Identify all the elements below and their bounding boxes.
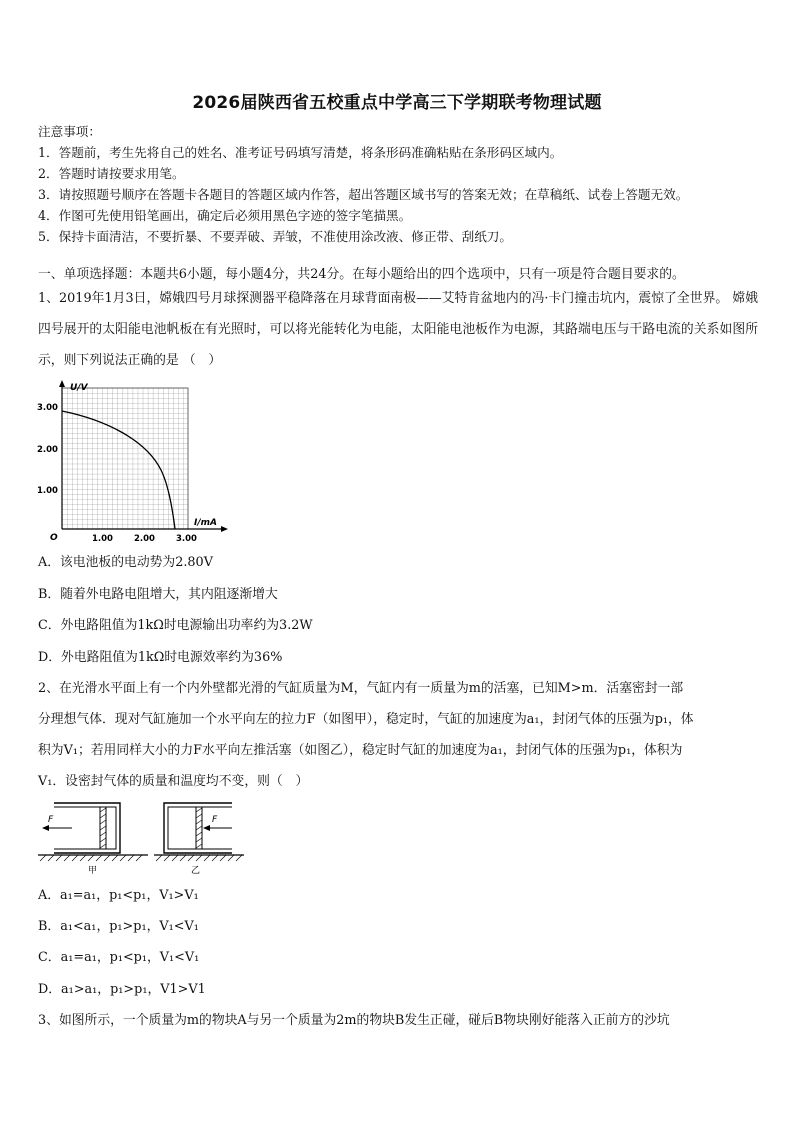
exam-title: 2026届陕西省五校重点中学高三下学期联考物理试题 [192, 93, 602, 113]
question-2-stem-line: V₁．设密封气体的质量和温度均不变，则（ ） [38, 774, 309, 789]
notice-heading: 注意事项： [38, 124, 101, 139]
y-tick-label: 3.00 [37, 403, 58, 413]
figure-jia [38, 803, 148, 876]
question-2-stem-line: 分理想气体．现对气缸施加一个水平向左的拉力F（如图甲），稳定时，气缸的加速度为a₁，封闭气体的压强为p₁，体 [38, 712, 694, 727]
question-1-option-b: B．随着外电路电阻增大，其内阻逐渐增大 [38, 587, 278, 602]
question-2-figure [36, 798, 246, 878]
question-2-option-d: D．a₁>a₁，p₁>p₁，V1>V1 [38, 982, 206, 997]
x-tick-label: 2.00 [134, 534, 155, 544]
question-2-option-a: A．a₁=a₁，p₁<p₁，V₁>V₁ [38, 888, 199, 903]
origin-label: O [50, 533, 58, 543]
y-tick-label: 1.00 [37, 486, 58, 496]
question-2-option-c: C．a₁=a₁，p₁<p₁，V₁<V₁ [38, 950, 200, 965]
question-2-stem-line: 积为V₁；若用同样大小的力F水平向左推活塞（如图乙），稳定时气缸的加速度为a₁，封闭气体的压强为p₁，体积为 [38, 743, 683, 758]
figure-caption: 甲 [88, 866, 98, 876]
question-1-option-a: A．该电池板的电动势为2.80V [38, 555, 213, 570]
force-label: F [212, 815, 218, 825]
question-1-graph [36, 380, 236, 545]
notice-item: 5．保持卡面清洁，不要折暴、不要弄破、弄皱，不准使用涂改液、修正带、刮纸刀。 [38, 229, 512, 244]
notice-item: 4．作图可先使用铅笔画出，确定后必须用黑色字迹的签字笔描黑。 [38, 208, 412, 223]
notice-item: 1．答题前，考生先将自己的姓名、准考证号码填写清楚，将条形码准确粘贴在条形码区域内。 [38, 145, 563, 160]
x-tick-label: 3.00 [176, 534, 197, 544]
force-label: F [48, 815, 54, 825]
question-2-stem-line: 2、在光滑水平面上有一个内外壁都光滑的气缸质量为M，气缸内有一质量为m的活塞，已知M>m．活塞密封一部 [38, 681, 684, 696]
section-heading: 一、单项选择题：本题共6小题，每小题4分，共24分。在每小题给出的四个选项中，只有一项是符合题目要求的。 [38, 267, 685, 282]
question-1-stem: 1、2019年1月3日，嫦娥四号月球探测器平稳降落在月球背面南极——艾特肯盆地内的冯·卡门撞击坑内，震惊了全世界。 嫦娥四号展开的太阳能电池帆板在有光照时，可以将光能转化为电能，太阳能电池板作为电源，其路端电压与干路电流的关系如图所示，则下列说法正确的是 （ ） [38, 291, 758, 368]
y-tick-label: 2.00 [37, 445, 58, 455]
figure-yi [154, 803, 244, 876]
question-3-stem: 3、如图所示，一个质量为m的物块A与另一个质量为2m的物块B发生正碰，碰后B物块刚好能落入正前方的沙坑 [38, 1013, 670, 1028]
notice-item: 3．请按照题号顺序在答题卡各题目的答题区域内作答，超出答题区域书写的答案无效；在草稿纸、试卷上答题无效。 [38, 187, 689, 202]
figure-caption: 乙 [191, 866, 201, 876]
question-1-option-c: C．外电路阻值为1kΩ时电源输出功率约为3.2W [38, 618, 313, 633]
x-tick-label: 1.00 [92, 534, 113, 544]
question-2-option-b: B．a₁<a₁，p₁>p₁，V₁<V₁ [38, 919, 199, 934]
question-1-option-d: D．外电路阻值为1kΩ时电源效率约为36% [38, 650, 283, 665]
x-axis-label: I/mA [194, 518, 217, 528]
notice-item: 2．答题时请按要求用笔。 [38, 166, 185, 181]
y-axis-label: U/V [70, 383, 88, 393]
